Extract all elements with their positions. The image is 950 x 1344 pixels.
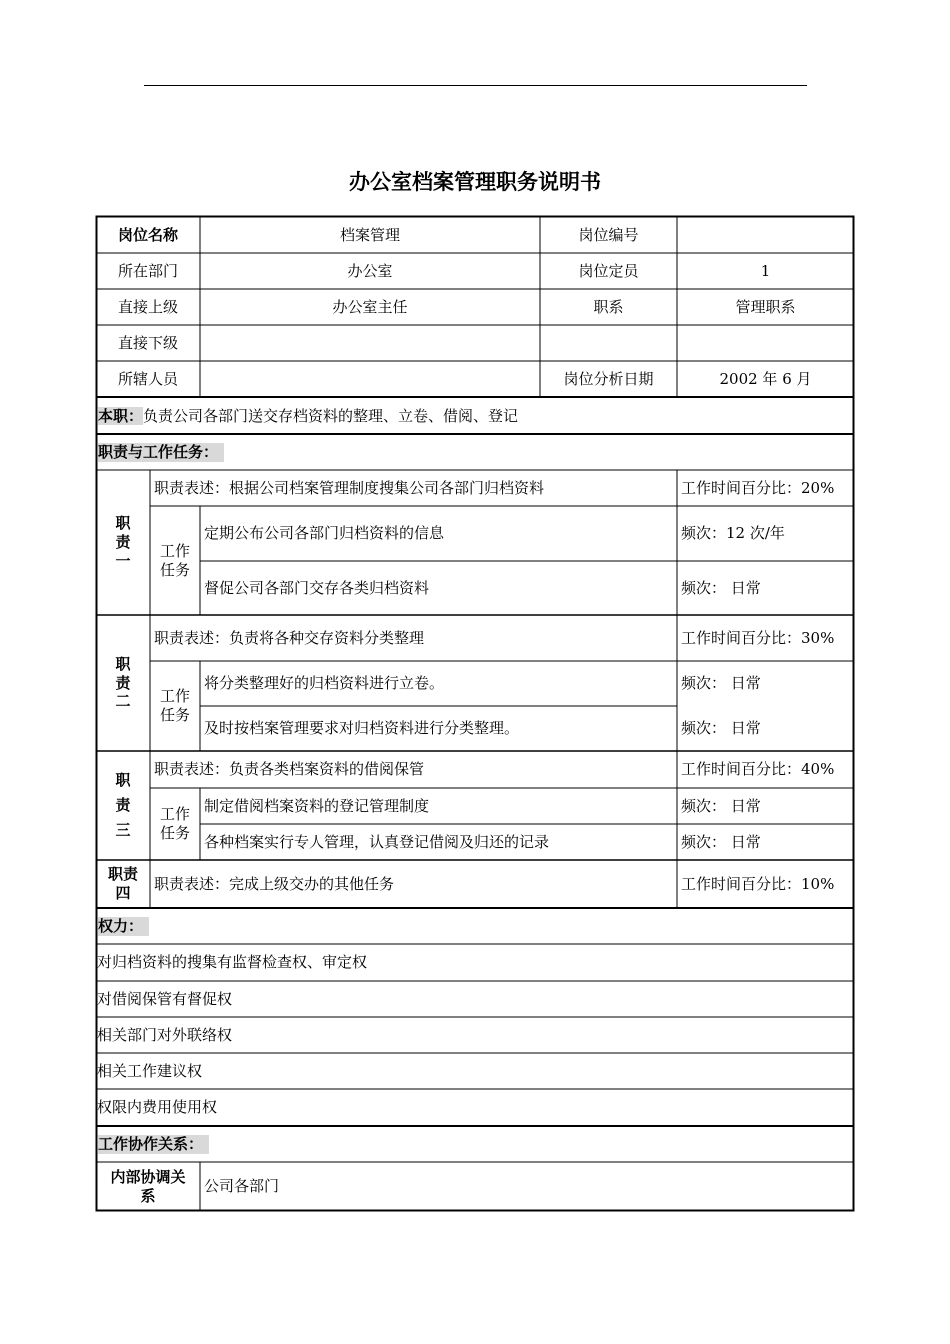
department-value: 办公室 <box>347 261 393 280</box>
authority-item: 权限内费用使用权 <box>97 1098 218 1117</box>
duty3-task2-freq: 频次： 日常 <box>681 832 761 851</box>
duty3-task-label: 工作 任务 <box>159 805 190 842</box>
duty3-label: 职 责 三 <box>115 771 131 839</box>
relations-heading: 工作协作关系： <box>98 1135 209 1154</box>
authority-item: 对归档资料的搜集有监督检查权、审定权 <box>97 953 368 972</box>
authority-item: 对借阅保管有督促权 <box>97 989 233 1008</box>
core-duty-text: 负责公司各部门送交存档资料的整理、立卷、借阅、登记 <box>143 406 519 425</box>
duty1-time-share: 工作时间百分比：20% <box>681 478 835 497</box>
duty1-task1-freq: 频次：12 次/年 <box>681 524 785 543</box>
document-title: 办公室档案管理职务说明书 <box>349 170 601 194</box>
job-family-value: 管理职系 <box>735 297 796 316</box>
post-code-value <box>677 217 854 253</box>
duty1-description: 职责表述：根据公司档案管理制度搜集公司各部门归档资料 <box>154 478 545 497</box>
department-label: 所在部门 <box>117 261 178 280</box>
job-family-label: 职系 <box>593 297 624 316</box>
authority-heading: 权力： <box>98 917 149 936</box>
superior-label: 直接上级 <box>117 297 178 316</box>
headcount-value: 1 <box>760 261 771 280</box>
duty1-task2: 督促公司各部门交存各类归档资料 <box>204 578 430 597</box>
duty2-task2: 及时按档案管理要求对归档资料进行分类整理。 <box>204 719 520 738</box>
analysis-date-label: 岗位分析日期 <box>563 369 654 388</box>
duty1-task-label: 工作 任务 <box>159 541 190 579</box>
duty2-label: 职 责 二 <box>115 654 131 711</box>
internal-relations-label: 内部协调关 系 <box>110 1167 186 1205</box>
analysis-date-value: 2002 年 6 月 <box>719 369 812 388</box>
core-duty-row <box>96 398 854 434</box>
duty4-description: 职责表述：完成上级交办的其他任务 <box>154 874 395 893</box>
authority-item: 相关工作建议权 <box>97 1061 203 1080</box>
duty2-task1: 将分类整理好的归档资料进行立卷。 <box>204 674 445 693</box>
superior-value: 办公室主任 <box>332 297 408 316</box>
duty3-time-share: 工作时间百分比：40% <box>681 760 835 779</box>
duty2-task1-freq: 频次： 日常 <box>681 674 761 693</box>
header-rule <box>144 85 807 86</box>
duties-heading-row <box>96 435 854 470</box>
duty4-label: 职责 四 <box>107 865 138 902</box>
relations-heading-row <box>96 1127 854 1162</box>
post-code-label: 岗位编号 <box>578 225 639 244</box>
duties-heading: 职责与工作任务： <box>98 443 224 462</box>
core-duty-label: 本职： <box>98 406 144 425</box>
duty2-task-label: 工作 任务 <box>159 687 190 724</box>
post-name-value: 档案管理 <box>339 225 400 244</box>
duty3-task1: 制定借阅档案资料的登记管理制度 <box>204 796 430 815</box>
staff-label: 所辖人员 <box>117 369 178 388</box>
duty2-description: 职责表述：负责将各种交存资料分类整理 <box>154 628 425 647</box>
duty3-description: 职责表述：负责各类档案资料的借阅保管 <box>154 760 425 779</box>
subordinate-value <box>200 325 540 361</box>
duty3-task2: 各种档案实行专人管理，认真登记借阅及归还的记录 <box>204 832 550 851</box>
duty1-label: 职 责 一 <box>115 514 131 570</box>
duty3-task1-freq: 频次： 日常 <box>681 796 761 815</box>
duty1-task1: 定期公布公司各部门归档资料的信息 <box>204 524 445 543</box>
authority-item: 相关部门对外联络权 <box>97 1025 233 1044</box>
internal-relations-value: 公司各部门 <box>204 1177 280 1196</box>
duty2-time-share: 工作时间百分比：30% <box>681 628 835 647</box>
duty1-task2-freq: 频次： 日常 <box>681 578 761 597</box>
subordinate-label: 直接下级 <box>117 333 178 352</box>
headcount-label: 岗位定员 <box>578 261 639 280</box>
duty2-task2-freq: 频次： 日常 <box>681 719 761 738</box>
post-name-label: 岗位名称 <box>117 225 178 244</box>
staff-value <box>200 361 540 397</box>
duty4-time-share: 工作时间百分比：10% <box>681 874 835 893</box>
authority-heading-row <box>96 909 854 944</box>
